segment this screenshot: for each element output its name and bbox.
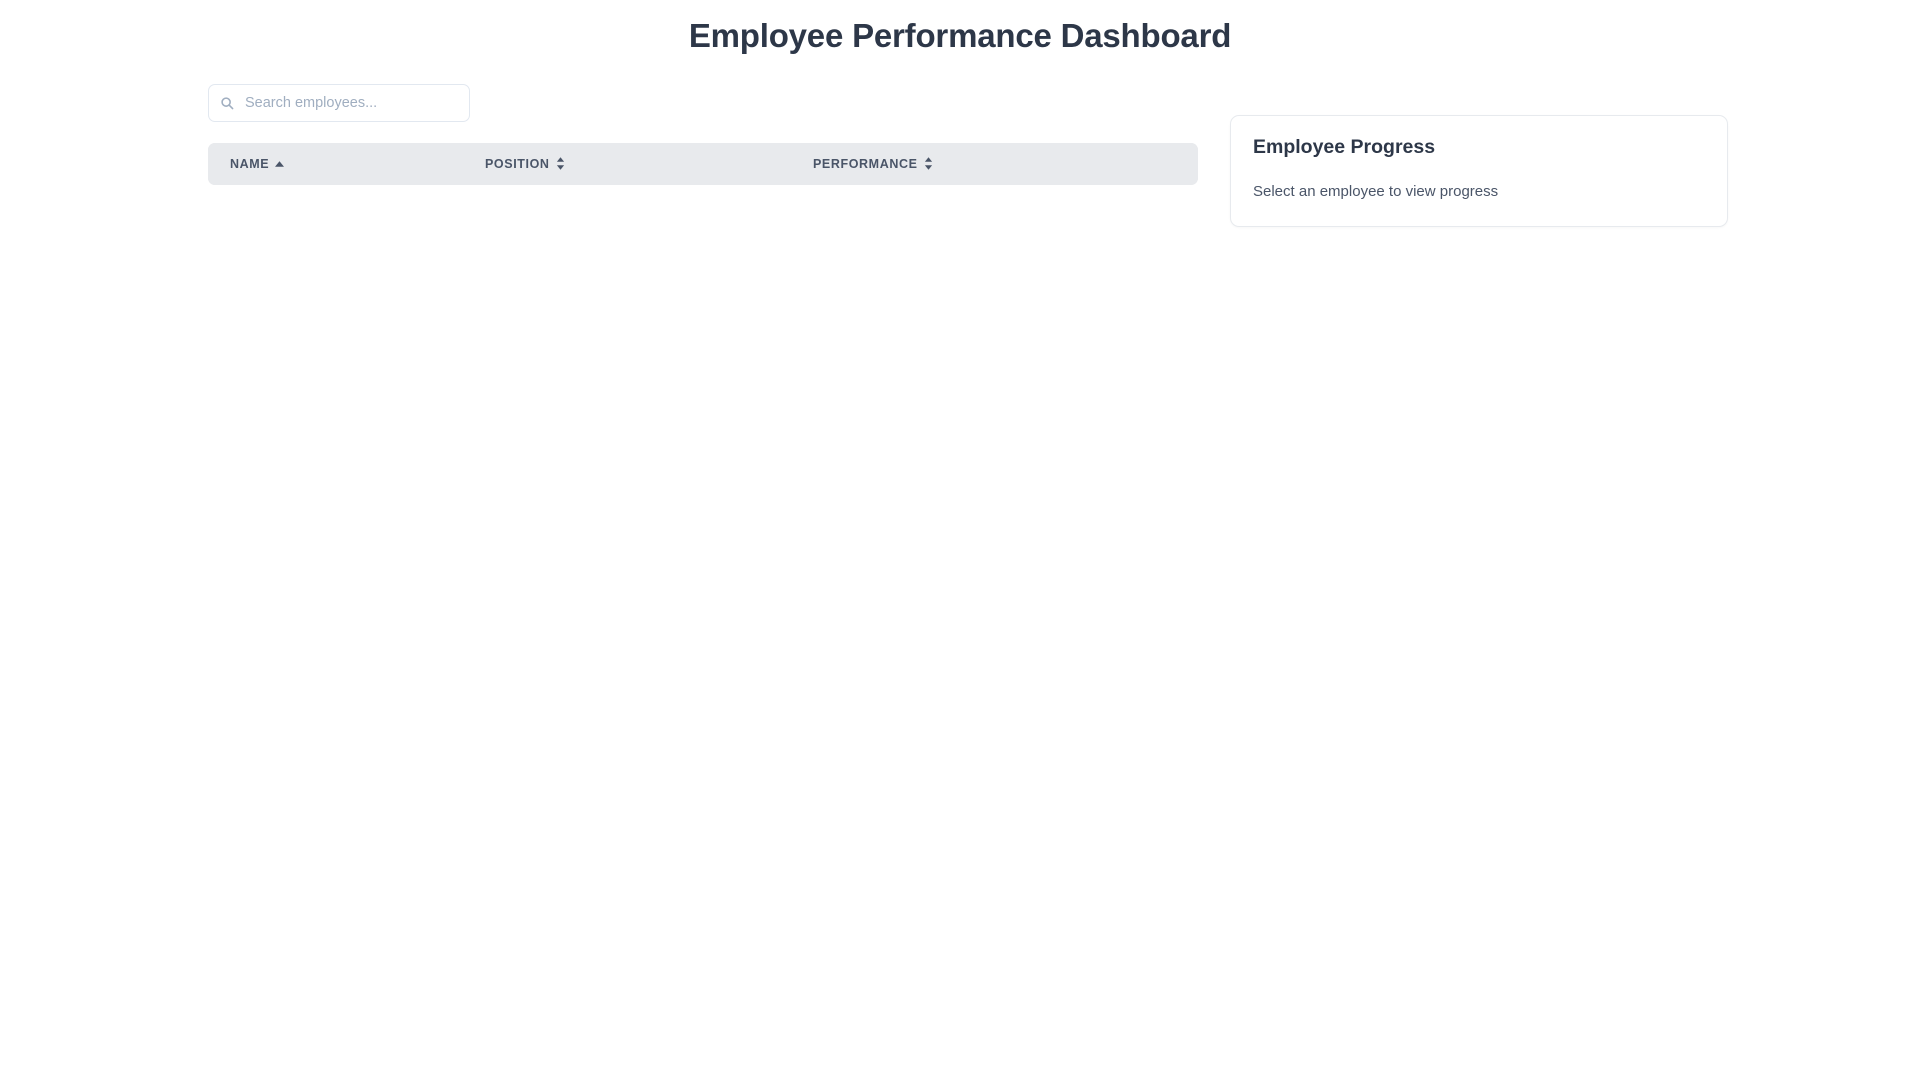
employee-table: [208, 143, 1198, 185]
employee-table-head: [208, 143, 1198, 185]
caret-up-icon: [275, 161, 284, 167]
page-title: Employee Performance Dashboard: [688, 17, 1232, 54]
column-header-performance[interactable]: [813, 143, 1198, 185]
column-header-performance-label: PERFORMANCE: [813, 156, 918, 171]
main-content: [0, 84, 1920, 227]
table-header-row: [208, 143, 1198, 185]
column-header-name[interactable]: [208, 143, 485, 185]
column-header-performance-inner[interactable]: [813, 157, 933, 171]
caret-updown-icon: [556, 157, 565, 170]
column-header-name-label: NAME: [230, 156, 270, 171]
column-header-position-inner[interactable]: [485, 157, 565, 171]
employee-progress-card: [1230, 115, 1728, 227]
search-input[interactable]: [208, 84, 470, 122]
employee-progress-title: Employee Progress: [1253, 135, 1436, 158]
column-header-position[interactable]: [485, 143, 813, 185]
column-header-position-label: POSITION: [485, 156, 550, 171]
employee-progress-empty-message: Select an employee to view progress: [1253, 182, 1499, 200]
search-field-wrapper: [208, 84, 470, 122]
column-header-name-inner[interactable]: [230, 157, 284, 171]
caret-updown-icon: [924, 157, 933, 170]
employee-progress-section: [1230, 115, 1728, 227]
employee-list-section: [208, 84, 1198, 185]
